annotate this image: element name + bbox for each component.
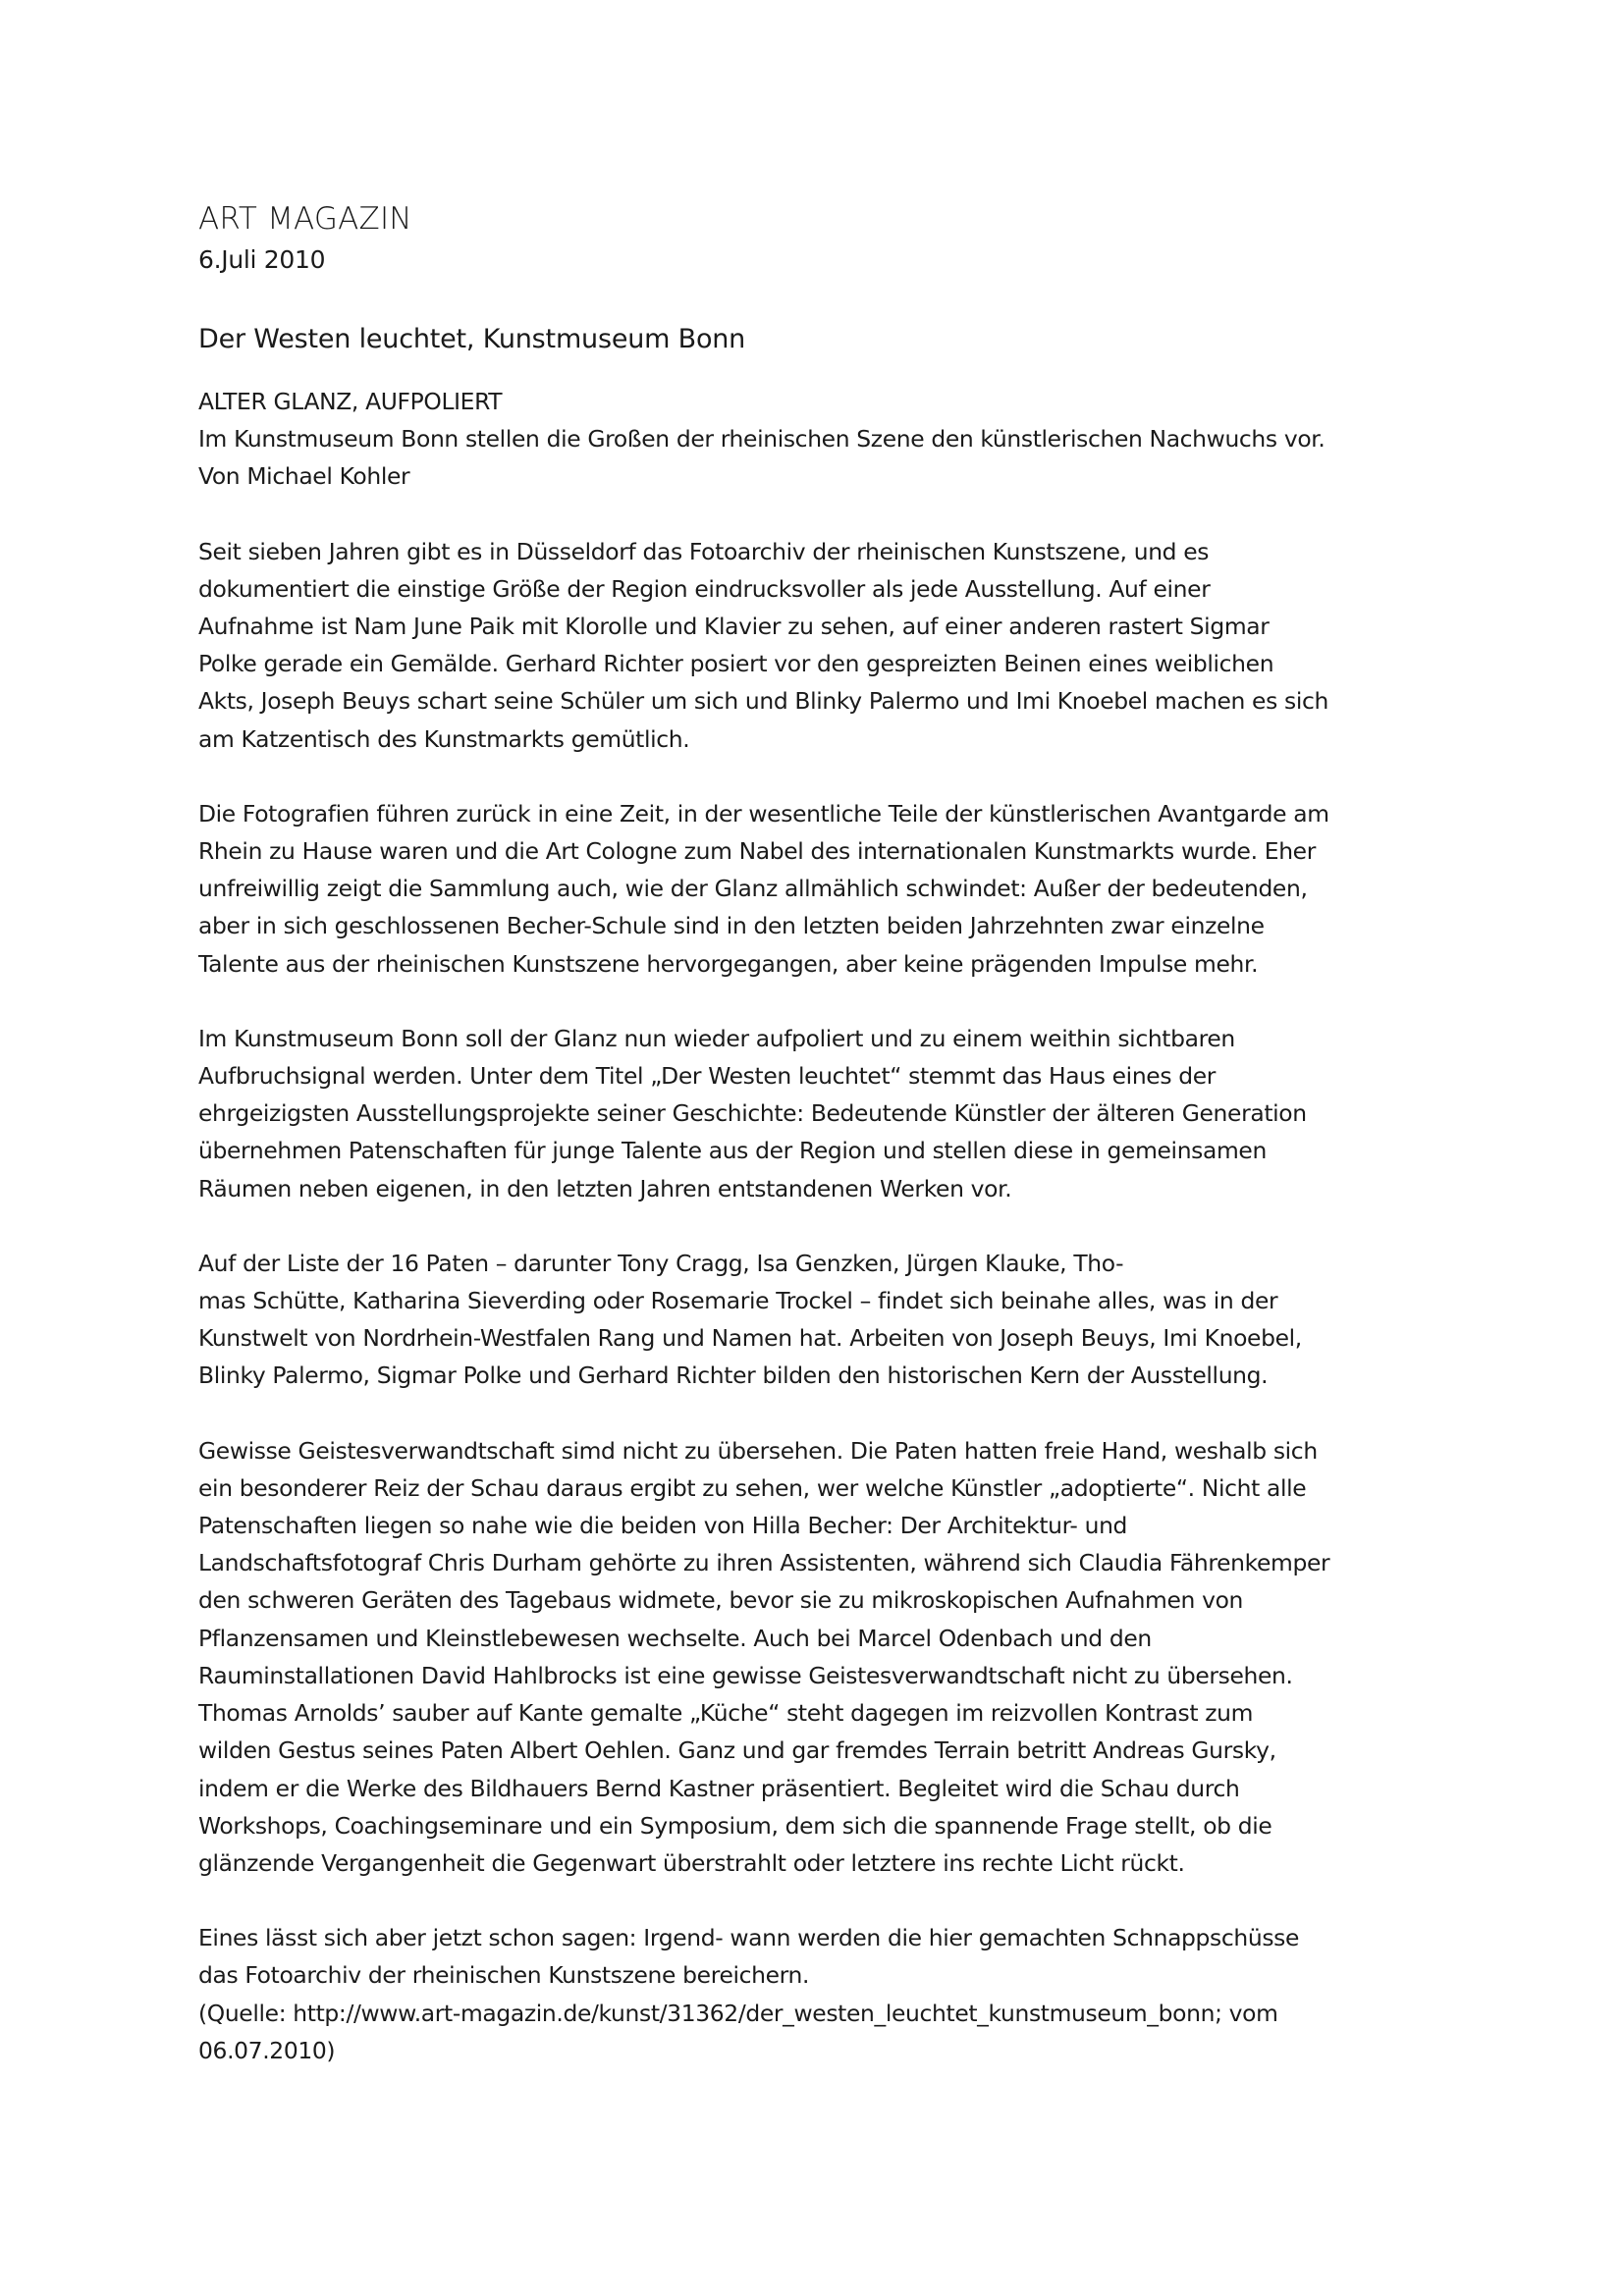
paragraph-3 [198, 1020, 1475, 1207]
text-line: Blinky Palermo, Sigmar Polke und Gerhard Richter bilden den historischen Kern der Ausstellung. [198, 1362, 1269, 1390]
text-line: wilden Gestus seines Paten Albert Oehlen. Ganz und gar fremdes Terrain betritt Andreas Gursky, [198, 1736, 1276, 1765]
text-line: Rhein zu Hause waren und die Art Cologne zum Nabel des internationalen Kunstmarkts wurde. Eher [198, 837, 1316, 866]
document-page [198, 196, 1475, 2069]
article-kicker: ALTER GLANZ, AUFPOLIERT [198, 388, 503, 415]
text-line: Auf der Liste der 16 Paten – darunter Tony Cragg, Isa Genzken, Jürgen Klauke, Tho- [198, 1249, 1124, 1277]
text-line: ehrgeizigsten Ausstellungsprojekte seiner Geschichte: Bedeutende Künstler der älteren Generation [198, 1099, 1307, 1128]
text-line: mas Schütte, Katharina Sieverding oder Rosemarie Trockel – findet sich beinahe alles, was in der [198, 1287, 1278, 1315]
text-line: Eines lässt sich aber jetzt schon sagen: Irgend- wann werden die hier gemachten Schnappschüsse [198, 1924, 1300, 1952]
text-line: Workshops, Coachingseminare und ein Symposium, dem sich die spannende Frage stellt, ob die [198, 1811, 1272, 1840]
text-line: Die Fotografien führen zurück in eine Zeit, in der wesentliche Teile der künstlerischen Avantgarde am [198, 799, 1329, 828]
text-line: unfreiwillig zeigt die Sammlung auch, wie der Glanz allmählich schwindet: Außer der bedeutenden, [198, 875, 1308, 903]
text-line: Aufnahme ist Nam June Paik mit Klorolle und Klavier zu sehen, auf einer anderen rastert Sigmar [198, 613, 1270, 641]
text-line: glänzende Vergangenheit die Gegenwart überstrahlt oder letztere ins rechte Licht rückt. [198, 1848, 1185, 1877]
text-line: aber in sich geschlossenen Becher-Schule sind in den letzten beiden Jahrzehnten zwar einzelne [198, 912, 1265, 940]
text-line: Patenschaften liegen so nahe wie die beiden von Hilla Becher: Der Architektur- und [198, 1512, 1128, 1540]
text-line: Akts, Joseph Beuys schart seine Schüler um sich und Blinky Palermo und Imi Knoebel machen es sich [198, 687, 1328, 716]
article-headline: Der Westen leuchtet, Kunstmuseum Bonn [198, 324, 746, 354]
publication-name: ART MAGAZIN [198, 201, 412, 237]
text-line: Räumen neben eigenen, in den letzten Jahren entstandenen Werken vor. [198, 1174, 1012, 1202]
text-line: das Fotoarchiv der rheinischen Kunstszene bereichern. [198, 1961, 810, 1990]
text-line: am Katzentisch des Kunstmarkts gemütlich. [198, 724, 690, 753]
text-line: Kunstwelt von Nordrhein-Westfalen Rang und Namen hat. Arbeiten von Joseph Beuys, Imi Knoebel, [198, 1324, 1302, 1353]
text-line: den schweren Geräten des Tagebaus widmete, bevor sie zu mikroskopischen Aufnahmen von [198, 1586, 1244, 1615]
source-citation [198, 1995, 1475, 2069]
text-line: Talente aus der rheinischen Kunstszene hervorgegangen, aber keine prägenden Impulse mehr. [198, 949, 1259, 978]
text-line: Rauminstallationen David Hahlbrocks ist eine gewisse Geistesverwandtschaft nicht zu übersehen. [198, 1661, 1293, 1689]
source-line: 06.07.2010) [198, 2036, 336, 2064]
text-line: Pflanzensamen und Kleinstlebewesen wechselte. Auch bei Marcel Odenbach und den [198, 1624, 1152, 1652]
text-line: Gewisse Geistesverwandtschaft simd nicht zu übersehen. Die Paten hatten freie Hand, weshalb sich [198, 1436, 1318, 1465]
paragraph-1 [198, 533, 1475, 758]
text-line: übernehmen Patenschaften für junge Talente aus der Region und stellen diese in gemeinsamen [198, 1137, 1267, 1165]
article-teaser: Im Kunstmuseum Bonn stellen die Großen der rheinischen Szene den künstlerischen Nachwuchs vor. [198, 425, 1325, 454]
text-line: Landschaftsfotograf Chris Durham gehörte zu ihren Assistenten, während sich Claudia Fährenkemper [198, 1549, 1330, 1577]
text-line: Polke gerade ein Gemälde. Gerhard Richter posiert vor den gespreizten Beinen eines weiblichen [198, 650, 1274, 678]
article-intro [198, 383, 1475, 496]
text-line: Thomas Arnolds’ sauber auf Kante gemalte „Küche“ steht dagegen im reizvollen Kontrast zum [198, 1699, 1254, 1728]
text-line: indem er die Werke des Bildhauers Bernd Kastner präsentiert. Begleitet wird die Schau durch [198, 1774, 1240, 1802]
text-line: dokumentiert die einstige Größe der Region eindrucksvoller als jede Ausstellung. Auf einer [198, 574, 1211, 603]
text-line: ein besonderer Reiz der Schau daraus ergibt zu sehen, wer welche Künstler „adoptierte“. Nicht alle [198, 1473, 1307, 1502]
article-byline: Von Michael Kohler [198, 462, 410, 491]
paragraph-2 [198, 795, 1475, 983]
publication-date: 6.Juli 2010 [198, 245, 326, 274]
text-line: Aufbruchsignal werden. Unter dem Titel „Der Westen leuchtet“ stemmt das Haus eines der [198, 1062, 1217, 1091]
paragraph-6 [198, 1919, 1475, 1994]
paragraph-5 [198, 1432, 1475, 1882]
source-line: (Quelle: http://www.art-magazin.de/kunst/31362/der_westen_leuchtet_kunstmuseum_bonn; vom [198, 1999, 1278, 2027]
paragraph-4 [198, 1245, 1475, 1395]
text-line: Seit sieben Jahren gibt es in Düsseldorf das Fotoarchiv der rheinischen Kunstszene, und es [198, 537, 1210, 565]
text-line: Im Kunstmuseum Bonn soll der Glanz nun wieder aufpoliert und zu einem weithin sichtbaren [198, 1024, 1235, 1052]
